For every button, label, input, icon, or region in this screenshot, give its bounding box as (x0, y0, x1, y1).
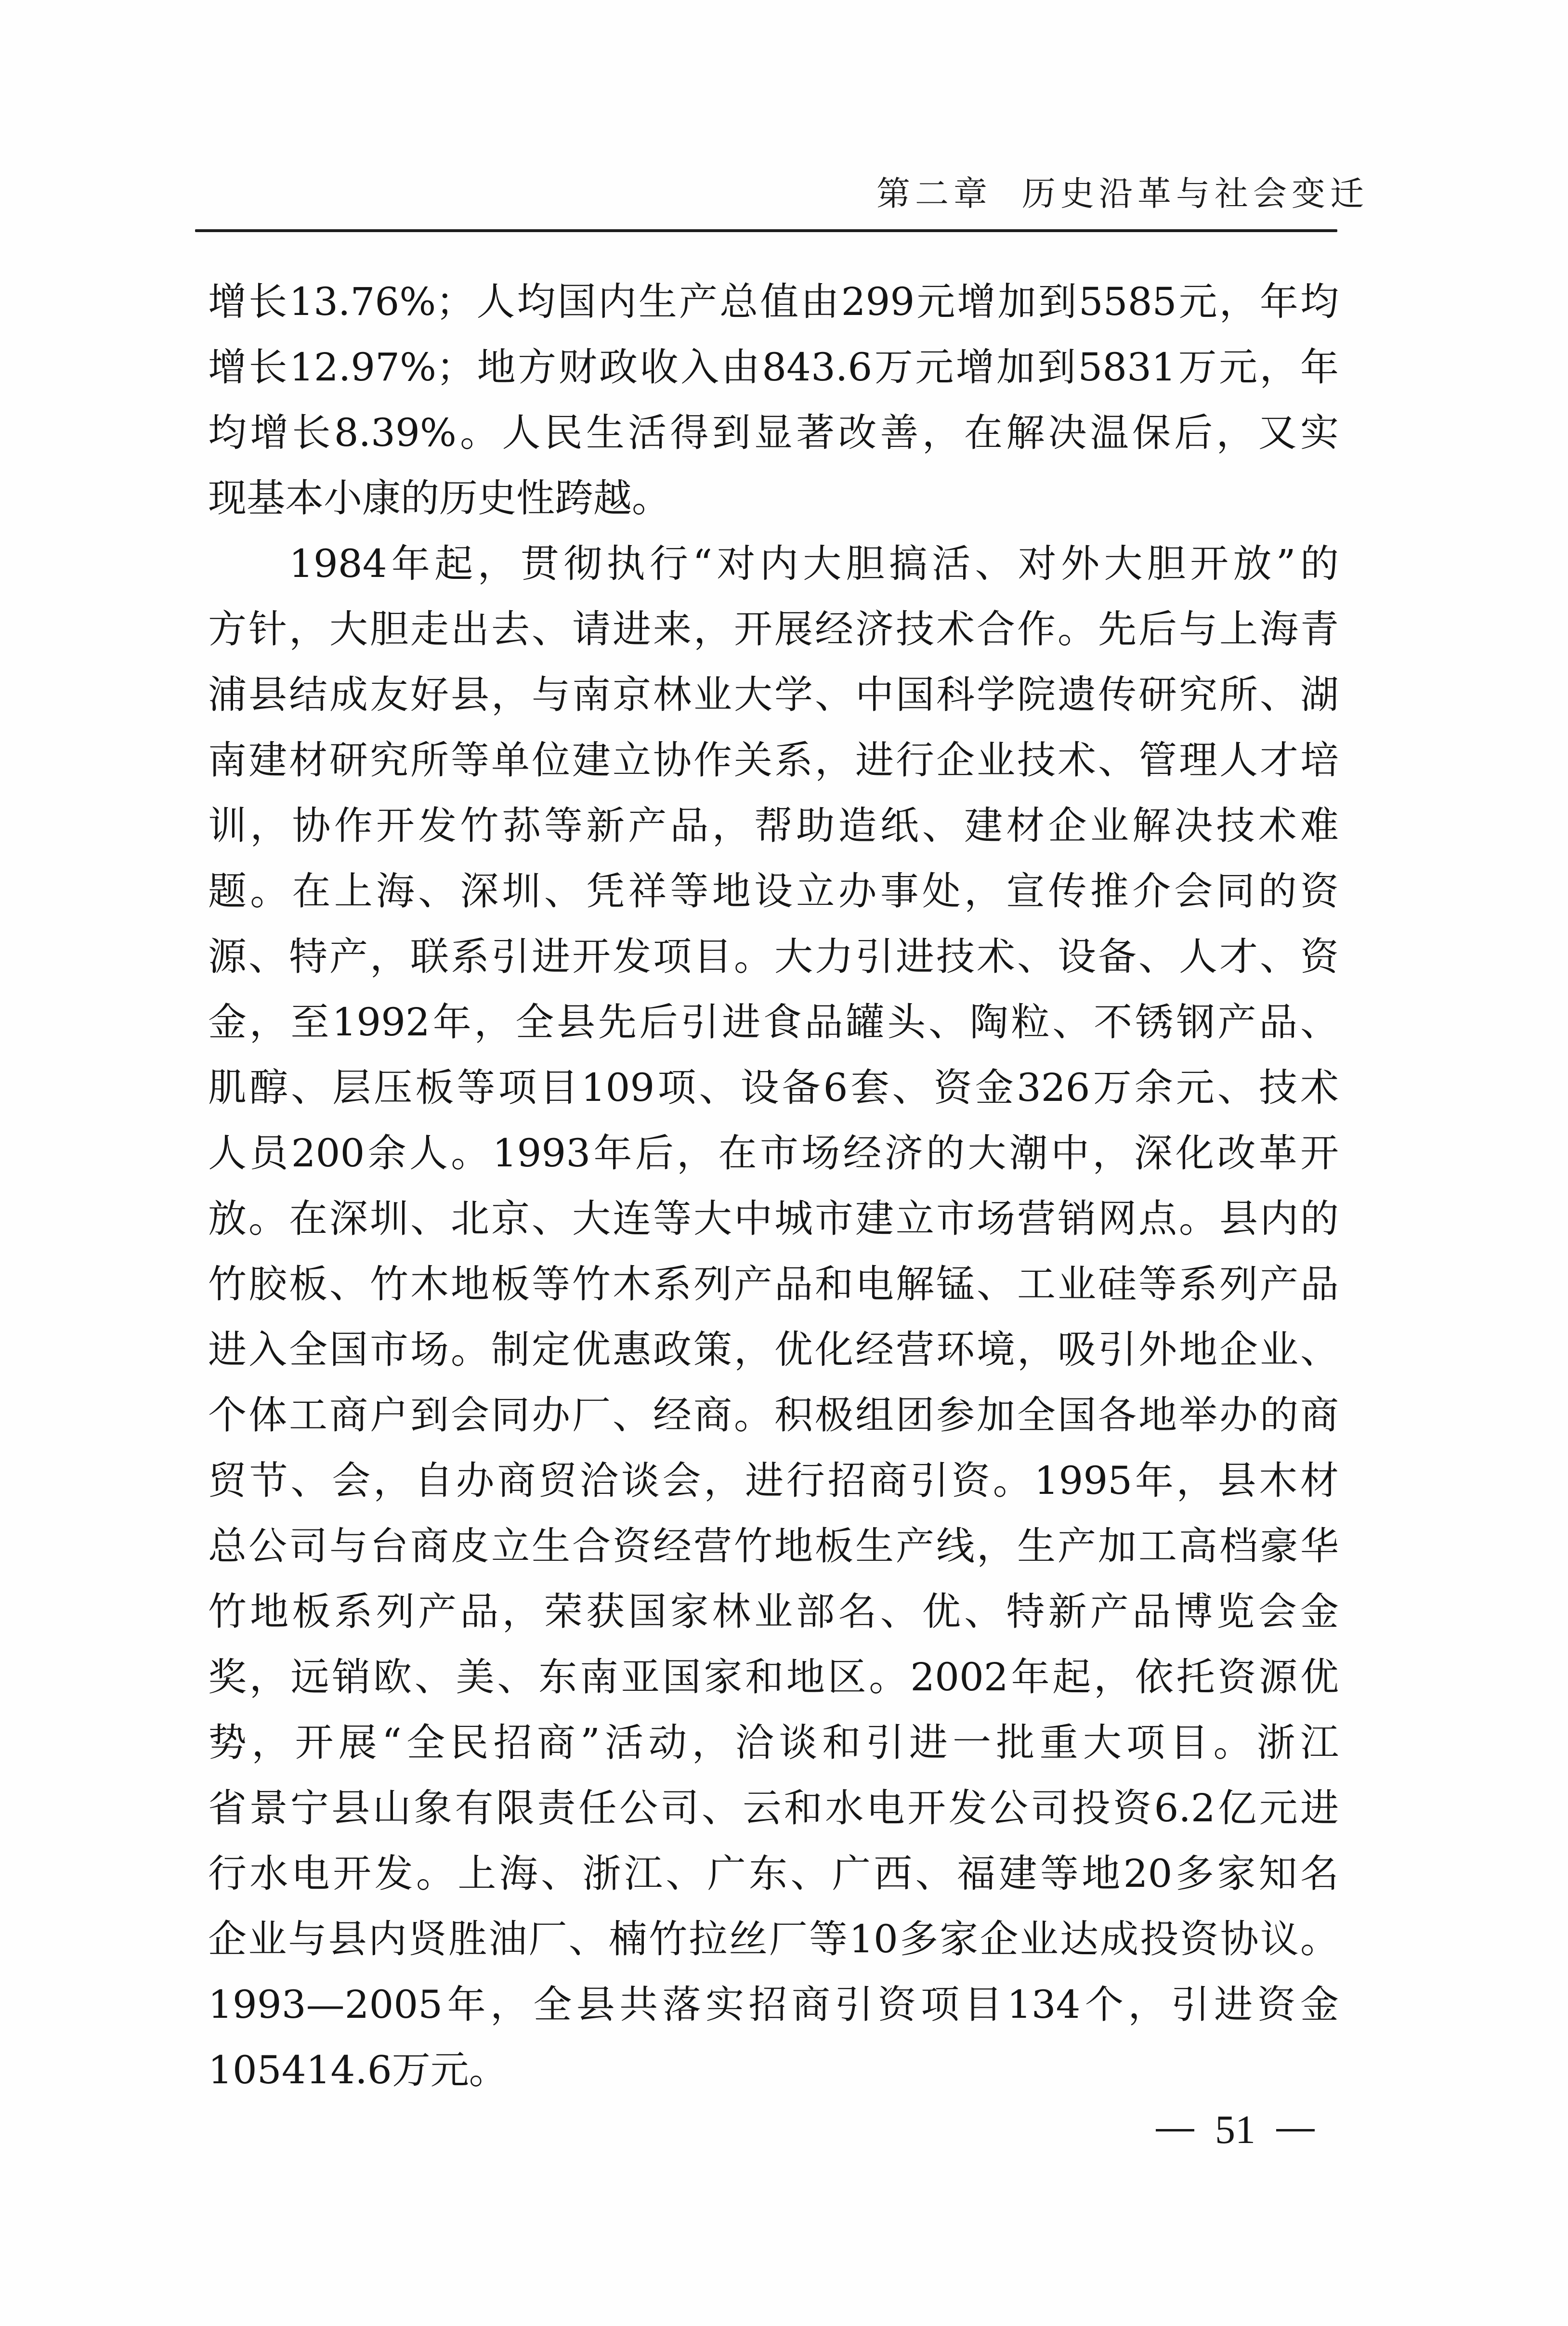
text-line: 肌醇、层压板等项目109项、设备6套、资金326万余元、技术 (208, 1065, 1339, 1110)
text-line: 省景宁县山象有限责任公司、云和水电开发公司投资6.2亿元进 (208, 1786, 1339, 1830)
text-line: 方针，大胆走出去、请进来，开展经济技术合作。先后与上海青 (208, 607, 1339, 652)
text-line: 浦县结成友好县，与南京林业大学、中国科学院遗传研究所、湖 (208, 672, 1339, 717)
page-number (1156, 2104, 1315, 2156)
text-line: 现基本小康的历史性跨越。 (208, 476, 670, 521)
text-line: 贸节、会，自办商贸洽谈会，进行招商引资。1995年，县木材 (208, 1458, 1339, 1503)
text-line: 增长13.76%；人均国内生产总值由299元增加到5585元，年均 (208, 279, 1339, 324)
folio-dash-right (1276, 2129, 1315, 2131)
header-rule (195, 229, 1337, 232)
running-head (876, 170, 1369, 218)
text-line: 竹胶板、竹木地板等竹木系列产品和电解锰、工业硅等系列产品 (208, 1262, 1339, 1307)
text-line: 个体工商户到会同办厂、经商。积极组团参加全国各地举办的商 (208, 1393, 1339, 1437)
text-line: 放。在深圳、北京、大连等大中城市建立市场营销网点。县内的 (208, 1196, 1339, 1241)
chapter-title: 历史沿革与社会变迁 (1022, 174, 1369, 213)
text-line: 行水电开发。上海、浙江、广东、广西、福建等地20多家知名 (208, 1851, 1339, 1896)
text-line: 势，开展“全民招商”活动，洽谈和引进一批重大项目。浙江 (208, 1720, 1339, 1765)
body-text (208, 272, 1339, 2106)
text-line: 源、特产，联系引进开发项目。大力引进技术、设备、人才、资 (208, 934, 1339, 979)
text-line: 进入全国市场。制定优惠政策，优化经营环境，吸引外地企业、 (208, 1327, 1339, 1372)
text-line: 1984年起，贯彻执行“对内大胆搞活、对外大胆开放”的 (289, 541, 1339, 586)
text-line: 总公司与台商皮立生合资经营竹地板生产线，生产加工高档豪华 (208, 1524, 1339, 1568)
page-number-value: 51 (1215, 2107, 1255, 2152)
text-line: 训，协作开发竹荪等新产品，帮助造纸、建材企业解决技术难 (208, 803, 1339, 848)
text-line: 企业与县内贤胜油厂、楠竹拉丝厂等10多家企业达成投资协议。 (208, 1917, 1339, 1961)
text-line: 人员200余人。1993年后，在市场经济的大潮中，深化改革开 (208, 1131, 1339, 1176)
text-line: 105414.6万元。 (208, 2048, 508, 2092)
text-line: 南建材研究所等单位建立协作关系，进行企业技术、管理人才培 (208, 738, 1339, 783)
chapter-number: 第二章 (876, 174, 992, 213)
text-line: 金，至1992年，全县先后引进食品罐头、陶粒、不锈钢产品、 (208, 1000, 1339, 1045)
text-line: 奖，远销欧、美、东南亚国家和地区。2002年起，依托资源优 (208, 1655, 1339, 1699)
folio-dash-left (1156, 2129, 1194, 2131)
text-line: 增长12.97%；地方财政收入由843.6万元增加到5831万元，年 (208, 345, 1339, 390)
text-line: 1993—2005年，全县共落实招商引资项目134个，引进资金 (208, 1982, 1339, 2027)
text-line: 均增长8.39%。人民生活得到显著改善，在解决温保后，又实 (208, 410, 1339, 455)
text-line: 竹地板系列产品，荣获国家林业部名、优、特新产品博览会金 (208, 1589, 1339, 1634)
text-line: 题。在上海、深圳、凭祥等地设立办事处，宣传推介会同的资 (208, 869, 1339, 914)
